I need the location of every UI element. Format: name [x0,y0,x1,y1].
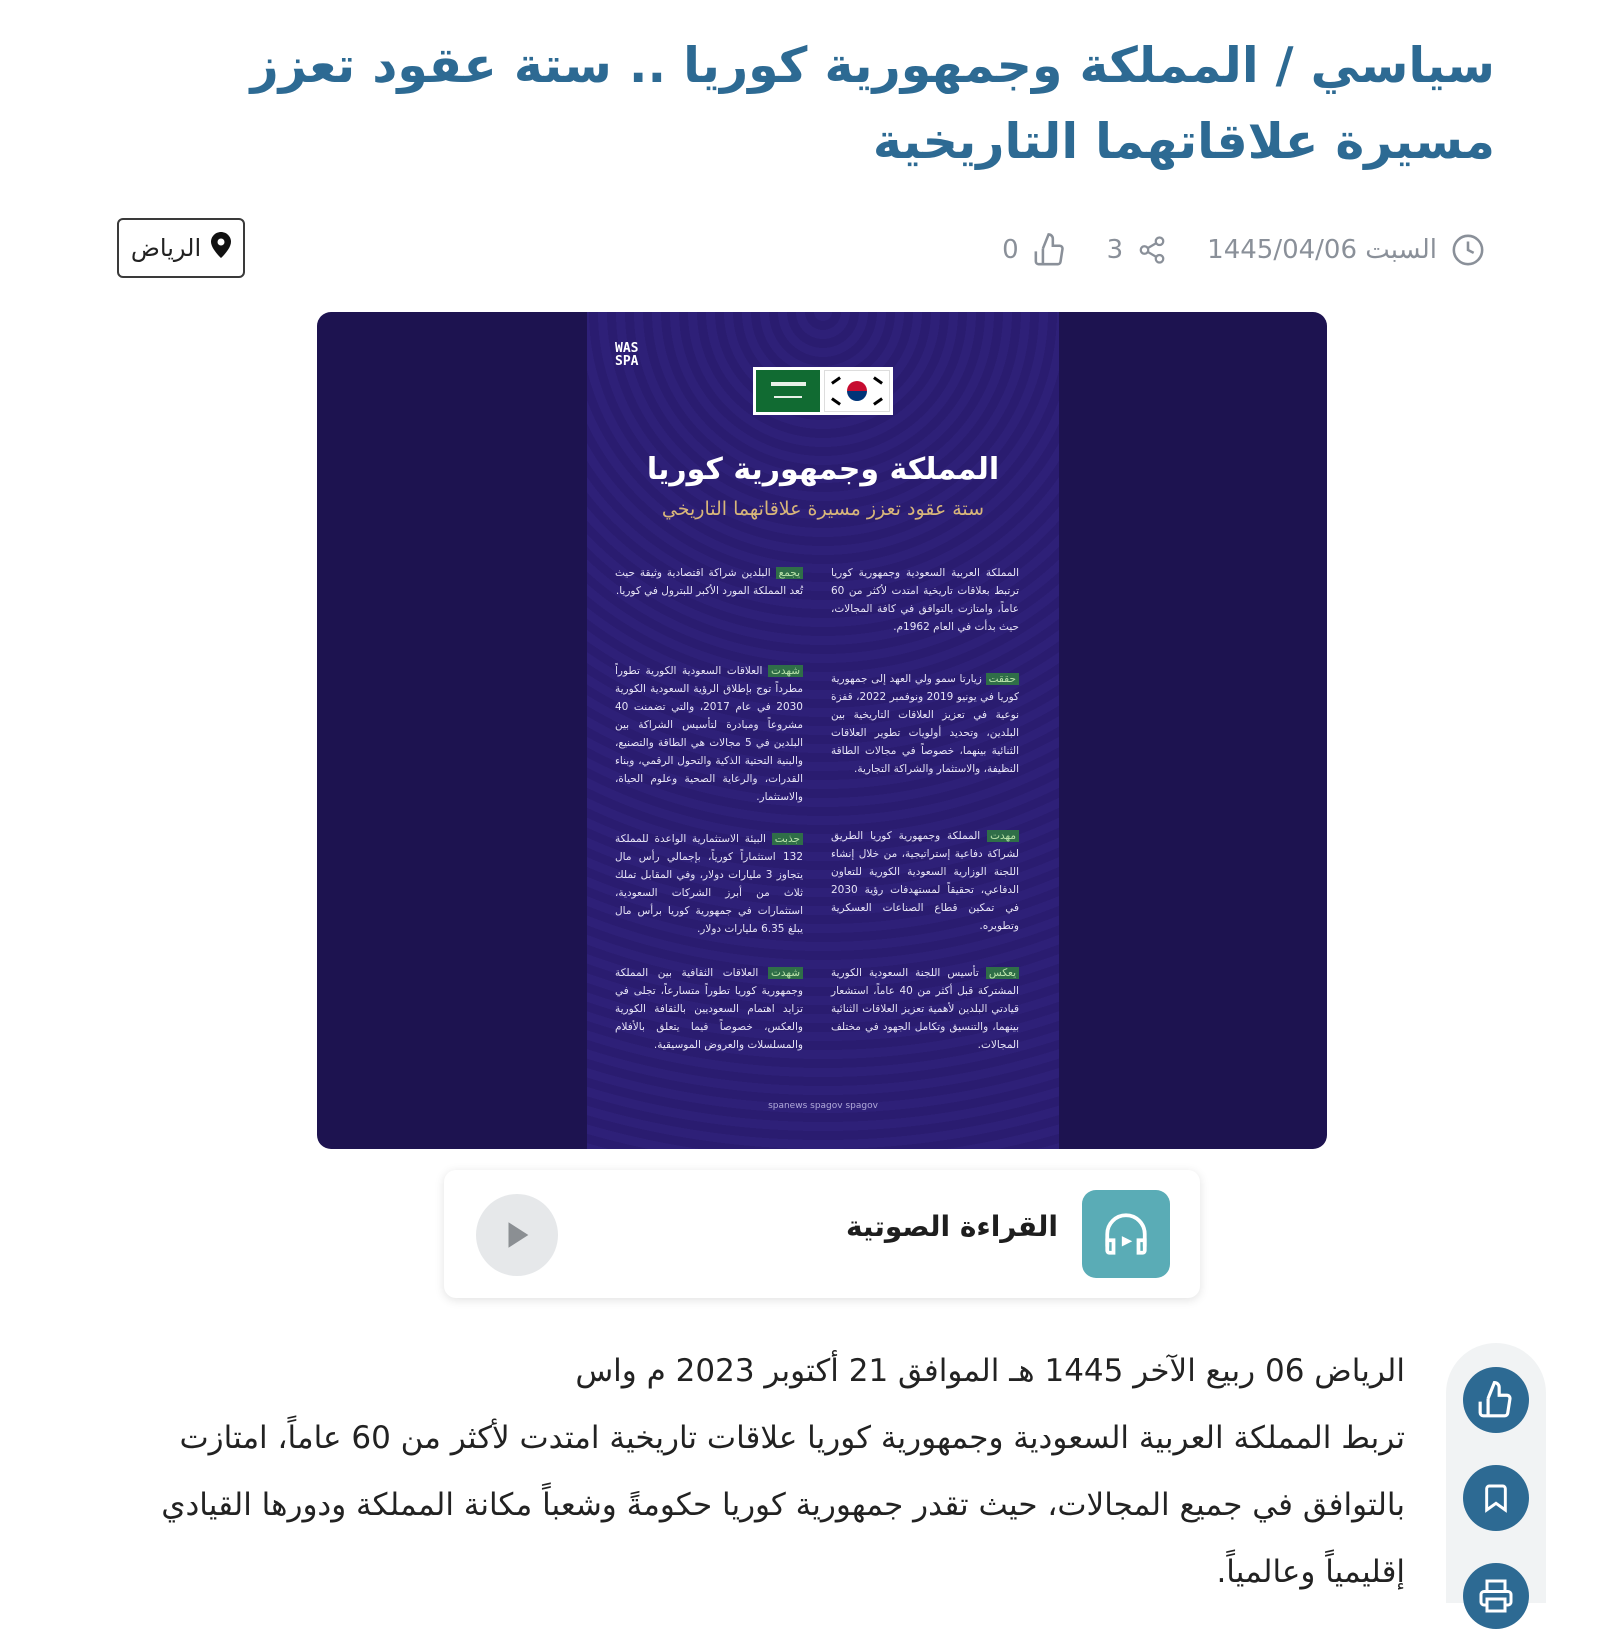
infographic-block: شهدت العلاقات السعودية الكورية تطوراً مطرداً توج بإطلاق الرؤية السعودية الكورية 2030 في عام 2017، والتي تضمنت 40 مشروعاً ومبادرة لتأسيس الشراكة بين البلدين في 5 مجالات هي الطاقة والتصنيع، والبنية التحتية الذكية والتحول الرقمي، وبناء القدرات، والرعاية الصحية وعلوم الحياة، والاستثمار. [615,665,803,803]
audio-player [444,1170,1200,1298]
likes-count: 0 [1002,235,1019,265]
thumbs-up-icon [1033,233,1067,267]
infographic-block: مهدت المملكة وجمهورية كوريا الطريق لشراكة دفاعية إستراتيجية، من خلال إنشاء اللجنة الوزارية السعودية الكورية للتعاون الدفاعي، تحقيقاً لمستهدفات رؤية 2030 في تمكين قطاع الصناعات العسكرية وتطويره. [831,830,1019,932]
share-button[interactable] [1107,235,1168,265]
infographic-title: المملكة وجمهورية كوريا [646,452,1000,487]
print-icon [1478,1578,1514,1614]
location-badge[interactable] [117,218,245,278]
play-button[interactable] [476,1194,558,1276]
article-meta [962,220,1485,280]
flags [753,367,893,415]
spa-logo: WAS SPA [615,341,639,369]
location-label: الرياض [130,234,202,262]
audio-label: القراءة الصوتية [845,1210,1058,1243]
bookmark-icon [1480,1480,1512,1516]
side-actions [1446,1343,1546,1603]
article-paragraph: تربط المملكة العربية السعودية وجمهورية كوريا علاقات تاريخية امتدت لأكثر من 60 عاماً، امتازت بالتوافق في جميع المجالات، حيث تقدر جمهورية كوريا حكومةً وشعباً مكانة المملكة ودورها القيادي إقليمياً وعالمياً. [161,1420,1405,1590]
infographic-poster [587,312,1059,1149]
article-body [115,1338,1405,1606]
infographic-block: يعكس تأسيس اللجنة السعودية الكورية المشتركة قبل أكثر من 40 عاماً، استشعار قيادتي البلدين لأهمية تعزيز العلاقات الثنائية بينهما، والتنسيق وتكامل الجهود في مختلف المجالات. [831,967,1019,1051]
article-dateline: الرياض 06 ربيع الآخر 1445 هـ الموافق 21 أكتوبر 2023 م واس [575,1353,1405,1389]
saudi-flag-icon [756,370,820,412]
like-button[interactable] [1002,233,1067,267]
infographic-block: يجمع البلدين شراكة اقتصادية وثيقة حيث تُعد المملكة المورد الأكبر للبترول في كوريا. [615,567,803,597]
page-title: سياسي / المملكة وجمهورية كوريا .. ستة عقود تعزز مسيرة علاقاتهما التاريخية [250,37,1495,170]
korea-flag-icon [824,370,890,412]
infographic-block: شهدت العلاقات الثقافية بين المملكة وجمهورية كوريا تطوراً متسارعاً، تجلى في تزايد اهتمام السعوديين بالثقافة الكورية والعكس، خصوصاً فيما يتعلق بالأفلام والمسلسلات والعروض الموسيقية. [615,967,803,1051]
print-button[interactable] [1463,1563,1529,1629]
play-icon [500,1218,534,1252]
infographic-subtitle: ستة عقود تعزز مسيرة علاقاتهما التاريخي [661,498,985,520]
infographic-footer: spanews spagov spagov [768,1101,878,1111]
infographic-block: جذبت البيئة الاستثمارية الواعدة للمملكة 132 استثماراً كورياً، بإجمالي رأس مال يتجاوز 3 مليارات دولار، وفي المقابل تملك ثلاث من أبرز الشركات السعودية، استثمارات في جمهورية كوريا برأس مال يبلغ 6.35 مليارات دولار. [615,833,803,935]
infographic-block: حققت زيارتا سمو ولي العهد إلى جمهورية كوريا في يونيو 2019 ونوفمبر 2022، قفزة نوعية في تعزيز العلاقات التاريخية بين البلدين، وتحديد أولويات تطوير العلاقات الثنائية بينهما، خصوصاً في مجالات الطاقة النظيفة، والاستثمار والشراكة التجارية. [831,673,1019,775]
publish-date: السبت 1445/04/06 [1207,235,1437,265]
share-icon [1137,235,1167,265]
bookmark-button[interactable] [1463,1465,1529,1531]
date-group [1207,233,1485,267]
hero-infographic [317,312,1327,1149]
infographic-block: المملكة العربية السعودية وجمهورية كوريا ترتبط بعلاقات تاريخية امتدت لأكثر من 60 عاماً، وامتازت بالتوافق في كافة المجالات، حيث بدأت في العام 1962م. [831,567,1019,633]
clock-icon [1451,233,1485,267]
headphones-icon [1082,1190,1170,1278]
shares-count: 3 [1106,235,1124,265]
map-pin-icon [211,232,231,264]
like-action-button[interactable] [1463,1367,1529,1433]
thumbs-up-icon [1477,1381,1515,1419]
